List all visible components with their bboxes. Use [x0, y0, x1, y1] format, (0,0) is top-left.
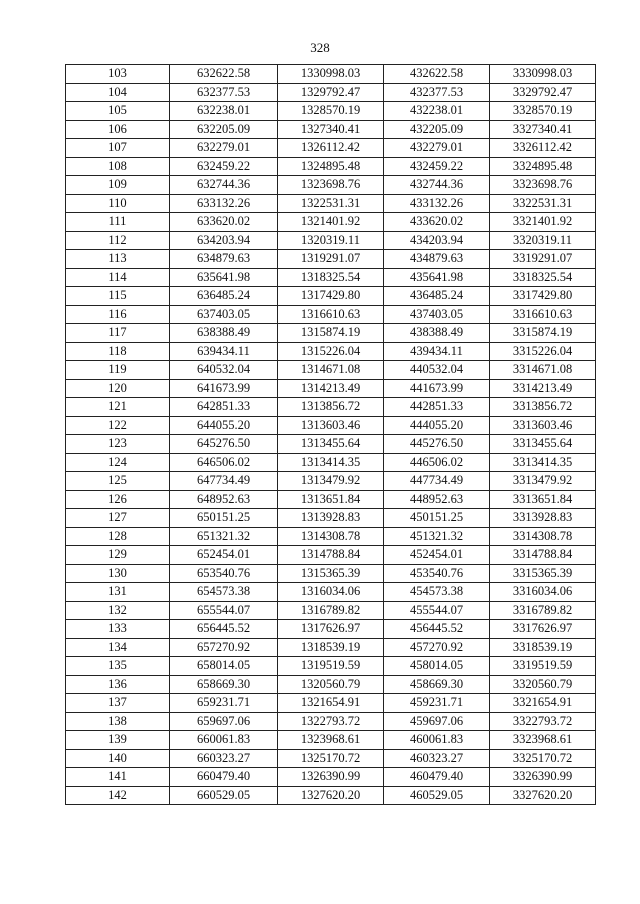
- x2-cell: 434879.63: [384, 250, 490, 269]
- y1-cell: 1323968.61: [278, 731, 384, 750]
- y1-cell: 1320319.11: [278, 231, 384, 250]
- point-id-cell: 125: [66, 472, 170, 491]
- x2-cell: 460479.40: [384, 768, 490, 787]
- y1-cell: 1326112.42: [278, 139, 384, 158]
- x1-cell: 639434.11: [170, 342, 278, 361]
- x2-cell: 432377.53: [384, 83, 490, 102]
- table-row: [66, 250, 596, 269]
- x2-cell: 432622.58: [384, 65, 490, 84]
- y1-cell: 1325170.72: [278, 749, 384, 768]
- x2-cell: 454573.38: [384, 583, 490, 602]
- y2-cell: 3326112.42: [490, 139, 596, 158]
- y2-cell: 3321401.92: [490, 213, 596, 232]
- y1-cell: 1313651.84: [278, 490, 384, 509]
- y1-cell: 1314788.84: [278, 546, 384, 565]
- table-row: [66, 342, 596, 361]
- table-row: [66, 379, 596, 398]
- y1-cell: 1323698.76: [278, 176, 384, 195]
- table-row: [66, 120, 596, 139]
- y1-cell: 1327620.20: [278, 786, 384, 805]
- point-id-cell: 131: [66, 583, 170, 602]
- x2-cell: 457270.92: [384, 638, 490, 657]
- table-row: [66, 65, 596, 84]
- y1-cell: 1314308.78: [278, 527, 384, 546]
- table-row: [66, 194, 596, 213]
- point-id-cell: 110: [66, 194, 170, 213]
- y2-cell: 3325170.72: [490, 749, 596, 768]
- point-id-cell: 117: [66, 324, 170, 343]
- table-row: [66, 731, 596, 750]
- x1-cell: 660479.40: [170, 768, 278, 787]
- x1-cell: 659231.71: [170, 694, 278, 713]
- x2-cell: 440532.04: [384, 361, 490, 380]
- y2-cell: 3313651.84: [490, 490, 596, 509]
- y2-cell: 3319291.07: [490, 250, 596, 269]
- x2-cell: 460529.05: [384, 786, 490, 805]
- y2-cell: 3314788.84: [490, 546, 596, 565]
- point-id-cell: 142: [66, 786, 170, 805]
- point-id-cell: 123: [66, 435, 170, 454]
- y2-cell: 3315365.39: [490, 564, 596, 583]
- x2-cell: 439434.11: [384, 342, 490, 361]
- y1-cell: 1313479.92: [278, 472, 384, 491]
- table-row: [66, 620, 596, 639]
- y2-cell: 3318539.19: [490, 638, 596, 657]
- y2-cell: 3320319.11: [490, 231, 596, 250]
- table-row: [66, 472, 596, 491]
- point-id-cell: 132: [66, 601, 170, 620]
- y2-cell: 3320560.79: [490, 675, 596, 694]
- point-id-cell: 119: [66, 361, 170, 380]
- x1-cell: 634879.63: [170, 250, 278, 269]
- table-row: [66, 583, 596, 602]
- x2-cell: 458669.30: [384, 675, 490, 694]
- x1-cell: 634203.94: [170, 231, 278, 250]
- y1-cell: 1314213.49: [278, 379, 384, 398]
- x1-cell: 658669.30: [170, 675, 278, 694]
- x2-cell: 432459.22: [384, 157, 490, 176]
- table-row: [66, 416, 596, 435]
- y2-cell: 3317429.80: [490, 287, 596, 306]
- x1-cell: 653540.76: [170, 564, 278, 583]
- x2-cell: 455544.07: [384, 601, 490, 620]
- table-row: [66, 361, 596, 380]
- y2-cell: 3318325.54: [490, 268, 596, 287]
- y2-cell: 3315874.19: [490, 324, 596, 343]
- y1-cell: 1315226.04: [278, 342, 384, 361]
- y1-cell: 1321654.91: [278, 694, 384, 713]
- x1-cell: 632279.01: [170, 139, 278, 158]
- y1-cell: 1318325.54: [278, 268, 384, 287]
- x2-cell: 432279.01: [384, 139, 490, 158]
- x2-cell: 432744.36: [384, 176, 490, 195]
- y1-cell: 1322531.31: [278, 194, 384, 213]
- x2-cell: 452454.01: [384, 546, 490, 565]
- x2-cell: 460323.27: [384, 749, 490, 768]
- x1-cell: 632238.01: [170, 102, 278, 121]
- table-row: [66, 176, 596, 195]
- x1-cell: 642851.33: [170, 398, 278, 417]
- x2-cell: 445276.50: [384, 435, 490, 454]
- y2-cell: 3313856.72: [490, 398, 596, 417]
- table-row: [66, 768, 596, 787]
- point-id-cell: 121: [66, 398, 170, 417]
- point-id-cell: 126: [66, 490, 170, 509]
- x2-cell: 448952.63: [384, 490, 490, 509]
- x1-cell: 632744.36: [170, 176, 278, 195]
- table-row: [66, 83, 596, 102]
- point-id-cell: 130: [66, 564, 170, 583]
- table-row: [66, 546, 596, 565]
- x2-cell: 460061.83: [384, 731, 490, 750]
- y2-cell: 3316610.63: [490, 305, 596, 324]
- point-id-cell: 106: [66, 120, 170, 139]
- table-row: [66, 139, 596, 158]
- x1-cell: 635641.98: [170, 268, 278, 287]
- table-row: [66, 564, 596, 583]
- y2-cell: 3313479.92: [490, 472, 596, 491]
- coordinate-table: [65, 64, 596, 805]
- point-id-cell: 118: [66, 342, 170, 361]
- x1-cell: 632459.22: [170, 157, 278, 176]
- x2-cell: 442851.33: [384, 398, 490, 417]
- x2-cell: 456445.52: [384, 620, 490, 639]
- y1-cell: 1327340.41: [278, 120, 384, 139]
- x1-cell: 645276.50: [170, 435, 278, 454]
- y1-cell: 1313414.35: [278, 453, 384, 472]
- page-number: 328: [310, 40, 330, 55]
- y1-cell: 1319291.07: [278, 250, 384, 269]
- x2-cell: 459697.06: [384, 712, 490, 731]
- y2-cell: 3314671.08: [490, 361, 596, 380]
- point-id-cell: 120: [66, 379, 170, 398]
- table-row: [66, 749, 596, 768]
- table-row: [66, 786, 596, 805]
- table-row: [66, 398, 596, 417]
- x1-cell: 650151.25: [170, 509, 278, 528]
- y2-cell: 3315226.04: [490, 342, 596, 361]
- point-id-cell: 139: [66, 731, 170, 750]
- y2-cell: 3314308.78: [490, 527, 596, 546]
- x1-cell: 644055.20: [170, 416, 278, 435]
- x1-cell: 655544.07: [170, 601, 278, 620]
- y1-cell: 1313856.72: [278, 398, 384, 417]
- y1-cell: 1317626.97: [278, 620, 384, 639]
- x1-cell: 654573.38: [170, 583, 278, 602]
- coordinate-table-body: [66, 65, 596, 805]
- x2-cell: 437403.05: [384, 305, 490, 324]
- y2-cell: 3322793.72: [490, 712, 596, 731]
- y1-cell: 1316789.82: [278, 601, 384, 620]
- y2-cell: 3322531.31: [490, 194, 596, 213]
- y1-cell: 1319519.59: [278, 657, 384, 676]
- x2-cell: 451321.32: [384, 527, 490, 546]
- y1-cell: 1330998.03: [278, 65, 384, 84]
- y2-cell: 3327620.20: [490, 786, 596, 805]
- y1-cell: 1322793.72: [278, 712, 384, 731]
- point-id-cell: 124: [66, 453, 170, 472]
- x2-cell: 441673.99: [384, 379, 490, 398]
- point-id-cell: 133: [66, 620, 170, 639]
- point-id-cell: 113: [66, 250, 170, 269]
- x1-cell: 660323.27: [170, 749, 278, 768]
- point-id-cell: 103: [66, 65, 170, 84]
- table-row: [66, 601, 596, 620]
- y1-cell: 1324895.48: [278, 157, 384, 176]
- y1-cell: 1314671.08: [278, 361, 384, 380]
- point-id-cell: 129: [66, 546, 170, 565]
- y1-cell: 1313603.46: [278, 416, 384, 435]
- y1-cell: 1328570.19: [278, 102, 384, 121]
- point-id-cell: 112: [66, 231, 170, 250]
- y1-cell: 1317429.80: [278, 287, 384, 306]
- point-id-cell: 140: [66, 749, 170, 768]
- table-row: [66, 712, 596, 731]
- x1-cell: 659697.06: [170, 712, 278, 731]
- y2-cell: 3323968.61: [490, 731, 596, 750]
- y1-cell: 1318539.19: [278, 638, 384, 657]
- point-id-cell: 137: [66, 694, 170, 713]
- x2-cell: 446506.02: [384, 453, 490, 472]
- table-row: [66, 287, 596, 306]
- table-row: [66, 509, 596, 528]
- y1-cell: 1316034.06: [278, 583, 384, 602]
- y2-cell: 3326390.99: [490, 768, 596, 787]
- y2-cell: 3316789.82: [490, 601, 596, 620]
- x2-cell: 436485.24: [384, 287, 490, 306]
- x2-cell: 459231.71: [384, 694, 490, 713]
- table-row: [66, 453, 596, 472]
- x1-cell: 656445.52: [170, 620, 278, 639]
- x2-cell: 450151.25: [384, 509, 490, 528]
- point-id-cell: 107: [66, 139, 170, 158]
- point-id-cell: 116: [66, 305, 170, 324]
- point-id-cell: 109: [66, 176, 170, 195]
- y1-cell: 1316610.63: [278, 305, 384, 324]
- table-row: [66, 638, 596, 657]
- y2-cell: 3323698.76: [490, 176, 596, 195]
- table-row: [66, 435, 596, 454]
- x1-cell: 660061.83: [170, 731, 278, 750]
- y2-cell: 3321654.91: [490, 694, 596, 713]
- table-row: [66, 305, 596, 324]
- table-row: [66, 490, 596, 509]
- x1-cell: 660529.05: [170, 786, 278, 805]
- point-id-cell: 105: [66, 102, 170, 121]
- point-id-cell: 127: [66, 509, 170, 528]
- x1-cell: 647734.49: [170, 472, 278, 491]
- table-row: [66, 324, 596, 343]
- x1-cell: 651321.32: [170, 527, 278, 546]
- point-id-cell: 136: [66, 675, 170, 694]
- x1-cell: 633132.26: [170, 194, 278, 213]
- table-row: [66, 268, 596, 287]
- table-row: [66, 675, 596, 694]
- x2-cell: 447734.49: [384, 472, 490, 491]
- y1-cell: 1315874.19: [278, 324, 384, 343]
- x1-cell: 641673.99: [170, 379, 278, 398]
- y2-cell: 3324895.48: [490, 157, 596, 176]
- y2-cell: 3328570.19: [490, 102, 596, 121]
- point-id-cell: 104: [66, 83, 170, 102]
- y2-cell: 3313928.83: [490, 509, 596, 528]
- x2-cell: 438388.49: [384, 324, 490, 343]
- x2-cell: 432205.09: [384, 120, 490, 139]
- x2-cell: 432238.01: [384, 102, 490, 121]
- y1-cell: 1320560.79: [278, 675, 384, 694]
- point-id-cell: 138: [66, 712, 170, 731]
- y2-cell: 3319519.59: [490, 657, 596, 676]
- y1-cell: 1313455.64: [278, 435, 384, 454]
- x1-cell: 657270.92: [170, 638, 278, 657]
- table-row: [66, 157, 596, 176]
- x2-cell: 433132.26: [384, 194, 490, 213]
- y2-cell: 3314213.49: [490, 379, 596, 398]
- y1-cell: 1321401.92: [278, 213, 384, 232]
- x2-cell: 433620.02: [384, 213, 490, 232]
- y2-cell: 3313603.46: [490, 416, 596, 435]
- x1-cell: 633620.02: [170, 213, 278, 232]
- y2-cell: 3330998.03: [490, 65, 596, 84]
- point-id-cell: 128: [66, 527, 170, 546]
- point-id-cell: 111: [66, 213, 170, 232]
- table-row: [66, 213, 596, 232]
- x1-cell: 638388.49: [170, 324, 278, 343]
- x2-cell: 453540.76: [384, 564, 490, 583]
- y2-cell: 3316034.06: [490, 583, 596, 602]
- x2-cell: 434203.94: [384, 231, 490, 250]
- y1-cell: 1315365.39: [278, 564, 384, 583]
- table-row: [66, 102, 596, 121]
- x1-cell: 646506.02: [170, 453, 278, 472]
- x2-cell: 458014.05: [384, 657, 490, 676]
- x1-cell: 648952.63: [170, 490, 278, 509]
- y1-cell: 1313928.83: [278, 509, 384, 528]
- point-id-cell: 122: [66, 416, 170, 435]
- y2-cell: 3327340.41: [490, 120, 596, 139]
- y2-cell: 3313414.35: [490, 453, 596, 472]
- point-id-cell: 114: [66, 268, 170, 287]
- x1-cell: 637403.05: [170, 305, 278, 324]
- y2-cell: 3313455.64: [490, 435, 596, 454]
- point-id-cell: 141: [66, 768, 170, 787]
- y2-cell: 3329792.47: [490, 83, 596, 102]
- table-row: [66, 527, 596, 546]
- point-id-cell: 115: [66, 287, 170, 306]
- point-id-cell: 135: [66, 657, 170, 676]
- x2-cell: 444055.20: [384, 416, 490, 435]
- x1-cell: 640532.04: [170, 361, 278, 380]
- x1-cell: 632205.09: [170, 120, 278, 139]
- y1-cell: 1329792.47: [278, 83, 384, 102]
- x1-cell: 658014.05: [170, 657, 278, 676]
- table-row: [66, 694, 596, 713]
- point-id-cell: 134: [66, 638, 170, 657]
- x1-cell: 652454.01: [170, 546, 278, 565]
- table-row: [66, 231, 596, 250]
- y1-cell: 1326390.99: [278, 768, 384, 787]
- x1-cell: 632622.58: [170, 65, 278, 84]
- point-id-cell: 108: [66, 157, 170, 176]
- x1-cell: 632377.53: [170, 83, 278, 102]
- table-row: [66, 657, 596, 676]
- x1-cell: 636485.24: [170, 287, 278, 306]
- x2-cell: 435641.98: [384, 268, 490, 287]
- y2-cell: 3317626.97: [490, 620, 596, 639]
